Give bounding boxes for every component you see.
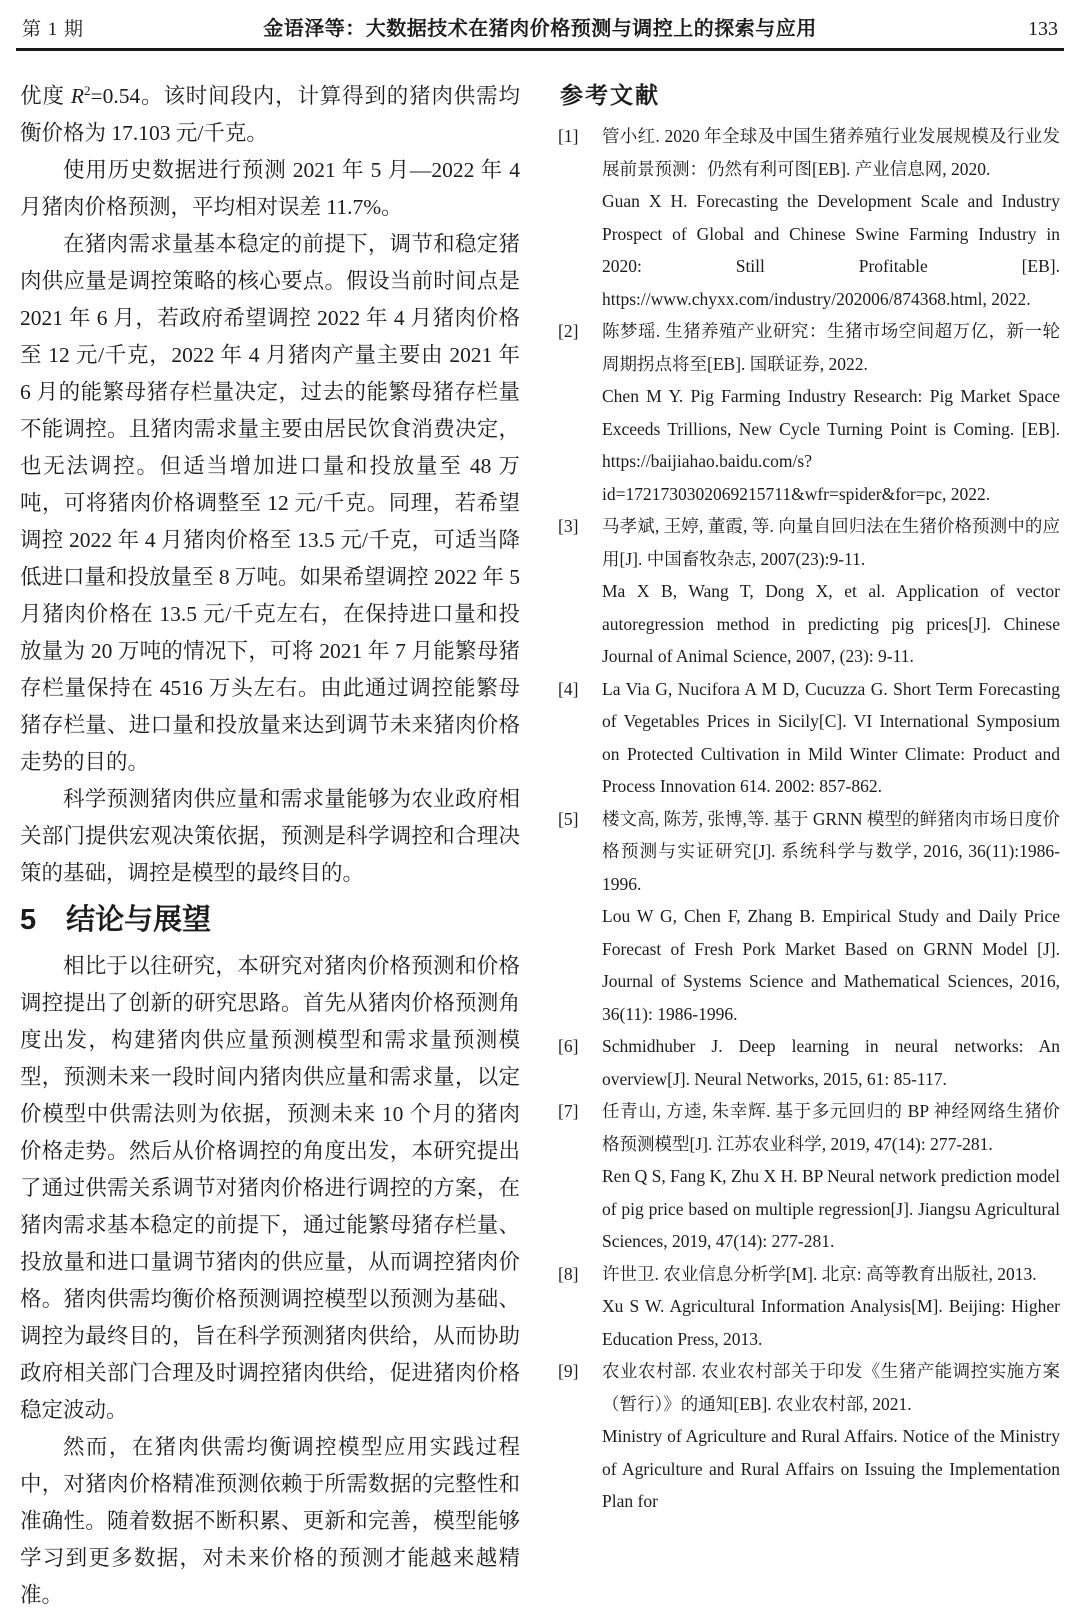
reference-text-en: Xu S W. Agricultural Information Analysis[M]. Beijing: Higher Education Press, 2013. (602, 1296, 1060, 1349)
section-number: 5 (20, 904, 37, 936)
p1-rest: =0.54。该时间段内，计算得到的猪肉供需均衡价格为 17.103 元/千克。 (20, 84, 520, 145)
reference-text-en: Guan X H. Forecasting the Development Scale and Industry Prospect of Global and Chinese Swine Farming Industry in 2020: Still Profitable [EB]. https://www.chyxx.com/industry/202006/874368.html, 2022. (602, 191, 1060, 309)
reference-marker: [2] (558, 321, 579, 341)
reference-item (558, 803, 1060, 1031)
paragraph-conclusion-2: 然而，在猪肉供需均衡调控模型应用实践过程中，对猪肉价格精准预测依赖于所需数据的完整性和准确性。随着数据不断积累、更新和完善，模型能够学习到更多数据，对未来价格的预测才能越来越精准。 (20, 1435, 520, 1607)
reference-marker: [7] (558, 1101, 579, 1121)
paragraph-regulation-strategy: 在猪肉需求量基本稳定的前提下，调节和稳定猪肉供应量是调控策略的核心要点。假设当前时间点是 2021 年 6 月，若政府希望调控 2022 年 4 月猪肉价格至 12 元/千克，2022 年 4 月猪肉产量主要由 2021 年 6 月的能繁母猪存栏量决定，过去的能繁母猪存栏量不能调控。且猪肉需求量主要由居民饮食消费决定，也无法调控。但适当增加进口量和投放量至 48 万吨，可将猪肉价格调整至 12 元/千克。同理，若希望调控 2022 年 4 月猪肉价格至 13.5 元/千克，可适当降低进口量和投放量至 8 万吨。如果希望调控 2022 年 5 月猪肉价格在 13.5 元/千克左右，在保持进口量和投放量为 20 万吨的情况下，可将 2021 年 7 月能繁母猪存栏量保持在 4516 万头左右。由此通过调控能繁母猪存栏量、进口量和投放量来达到调节未来猪肉价格走势的目的。 (20, 232, 520, 774)
reference-text-zh: 管小红. 2020 年全球及中国生猪养殖行业发展规模及行业发展前景预测：仍然有利可图[EB]. 产业信息网, 2020. (602, 126, 1060, 179)
left-column (20, 78, 520, 1614)
reference-text-en: Ma X B, Wang T, Dong X, et al. Application of vector autoregression method in predicting pig prices[J]. Chinese Journal of Animal Science, 2007, (23): 9-11. (602, 581, 1060, 666)
superscript-2: 2 (84, 82, 91, 98)
two-column-body (16, 51, 1064, 1614)
reference-text-en: Ministry of Agriculture and Rural Affairs. Notice of the Ministry of Agriculture and Rural Affairs on Issuing the Implementation Plan for (602, 1426, 1060, 1511)
reference-marker: [6] (558, 1036, 579, 1056)
reference-marker: [1] (558, 126, 579, 146)
reference-marker: [5] (558, 808, 579, 829)
reference-text-zh: 陈梦瑶. 生猪养殖产业研究：生猪市场空间超万亿，新一轮周期拐点将至[EB]. 国联证券, 2022. (602, 321, 1060, 374)
reference-item (558, 1355, 1060, 1518)
reference-marker: [8] (558, 1263, 579, 1284)
reference-marker: [3] (558, 516, 579, 536)
reference-marker: [4] (558, 678, 579, 699)
running-header (16, 8, 1064, 48)
paragraph-historical-forecast: 使用历史数据进行预测 2021 年 5 月—2022 年 4 月猪肉价格预测，平均相对误差 11.7%。 (20, 158, 520, 219)
reference-marker: [9] (558, 1361, 579, 1381)
section-heading-conclusion (20, 894, 520, 946)
p1-prefix: 优度 (20, 84, 71, 108)
reference-text-en: La Via G, Nucifora A M D, Cucuzza G. Short Term Forecasting of Vegetables Prices in Sicily[C]. VI International Symposium on Protected Cultivation in Mild Winter Climate: Product and Process Innovation 614. 2002: 857-862. (602, 678, 1060, 796)
reference-text-en: Chen M Y. Pig Farming Industry Research: Pig Market Space Exceeds Trillions, New Cycle Turning Point is Coming. [EB]. https://baijiahao.baidu.com/s?id=1721730302069215711&wfr=spider&for=pc, 2022. (602, 386, 1060, 504)
reference-text-zh: 马孝斌, 王婷, 董霞, 等. 向量自回归法在生猪价格预测中的应用[J]. 中国畜牧杂志, 2007(23):9-11. (602, 516, 1060, 569)
reference-item (558, 673, 1060, 803)
reference-text-zh: 农业农村部. 农业农村部关于印发《生猪产能调控实施方案（暂行）》的通知[EB]. 农业农村部, 2021. (602, 1361, 1060, 1414)
reference-item (558, 1030, 1060, 1095)
references-heading: 参考文献 (560, 82, 660, 108)
right-column-references (558, 78, 1060, 1614)
reference-item (558, 315, 1060, 510)
section-title: 结论与展望 (66, 904, 212, 936)
reference-text-en: Lou W G, Chen F, Zhang B. Empirical Study and Daily Price Forecast of Fresh Pork Market Based on GRNN Model [J]. Journal of Systems Science and Mathematical Sciences, 2016, 36(11): 1986-1996. (602, 906, 1060, 1024)
reference-item (558, 510, 1060, 673)
variable-r: R (70, 84, 85, 108)
running-title: 金语泽等：大数据技术在猪肉价格预测与调控上的探索与应用 (263, 18, 817, 40)
reference-text-en: Ren Q S, Fang K, Zhu X H. BP Neural network prediction model of pig price based on multiple regression[J]. Jiangsu Agricultural Sciences, 2019, 47(14): 277-281. (602, 1166, 1060, 1251)
page-number: 133 (1028, 18, 1058, 40)
reference-text-zh: 任青山, 方逵, 朱幸辉. 基于多元回归的 BP 神经网络生猪价格预测模型[J]. 江苏农业科学, 2019, 47(14): 277-281. (602, 1101, 1060, 1154)
issue-label: 第 1 期 (22, 19, 85, 40)
paragraph-conclusion-1: 相比于以往研究，本研究对猪肉价格预测和价格调控提出了创新的研究思路。首先从猪肉价格预测角度出发，构建猪肉供应量预测模型和需求量预测模型，预测未来一段时间内猪肉供应量和需求量，以定价模型中供需法则为依据，预测未来 10 个月的猪肉价格走势。然后从价格调控的角度出发，本研究提出了通过供需关系调节对猪肉价格进行调控的方案，在猪肉需求基本稳定的前提下，通过能繁母猪存栏量、投放量和进口量调节猪肉的供应量，从而调控猪肉价格。猪肉供需均衡价格预测调控模型以预测为基础、调控为最终目的，旨在科学预测猪肉供给，从而协助政府相关部门合理及时调控猪肉供给，促进猪肉价格稳定波动。 (20, 954, 520, 1422)
reference-text-en: Schmidhuber J. Deep learning in neural networks: An overview[J]. Neural Networks, 2015, 61: 85-117. (602, 1036, 1060, 1089)
reference-item (558, 120, 1060, 315)
reference-text-zh: 楼文高, 陈芳, 张博,等. 基于 GRNN 模型的鲜猪肉市场日度价格预测与实证研究[J]. 系统科学与数学, 2016, 36(11):1986-1996. (602, 808, 1060, 894)
paragraph-scientific-forecast: 科学预测猪肉供应量和需求量能够为农业政府相关部门提供宏观决策依据，预测是科学调控和合理决策的基础，调控是模型的最终目的。 (20, 787, 520, 885)
reference-text-zh: 许世卫. 农业信息分析学[M]. 北京: 高等教育出版社, 2013. (602, 1263, 1037, 1284)
paragraph-goodness-of-fit (20, 78, 520, 152)
reference-item (558, 1095, 1060, 1258)
reference-item (558, 1258, 1060, 1356)
